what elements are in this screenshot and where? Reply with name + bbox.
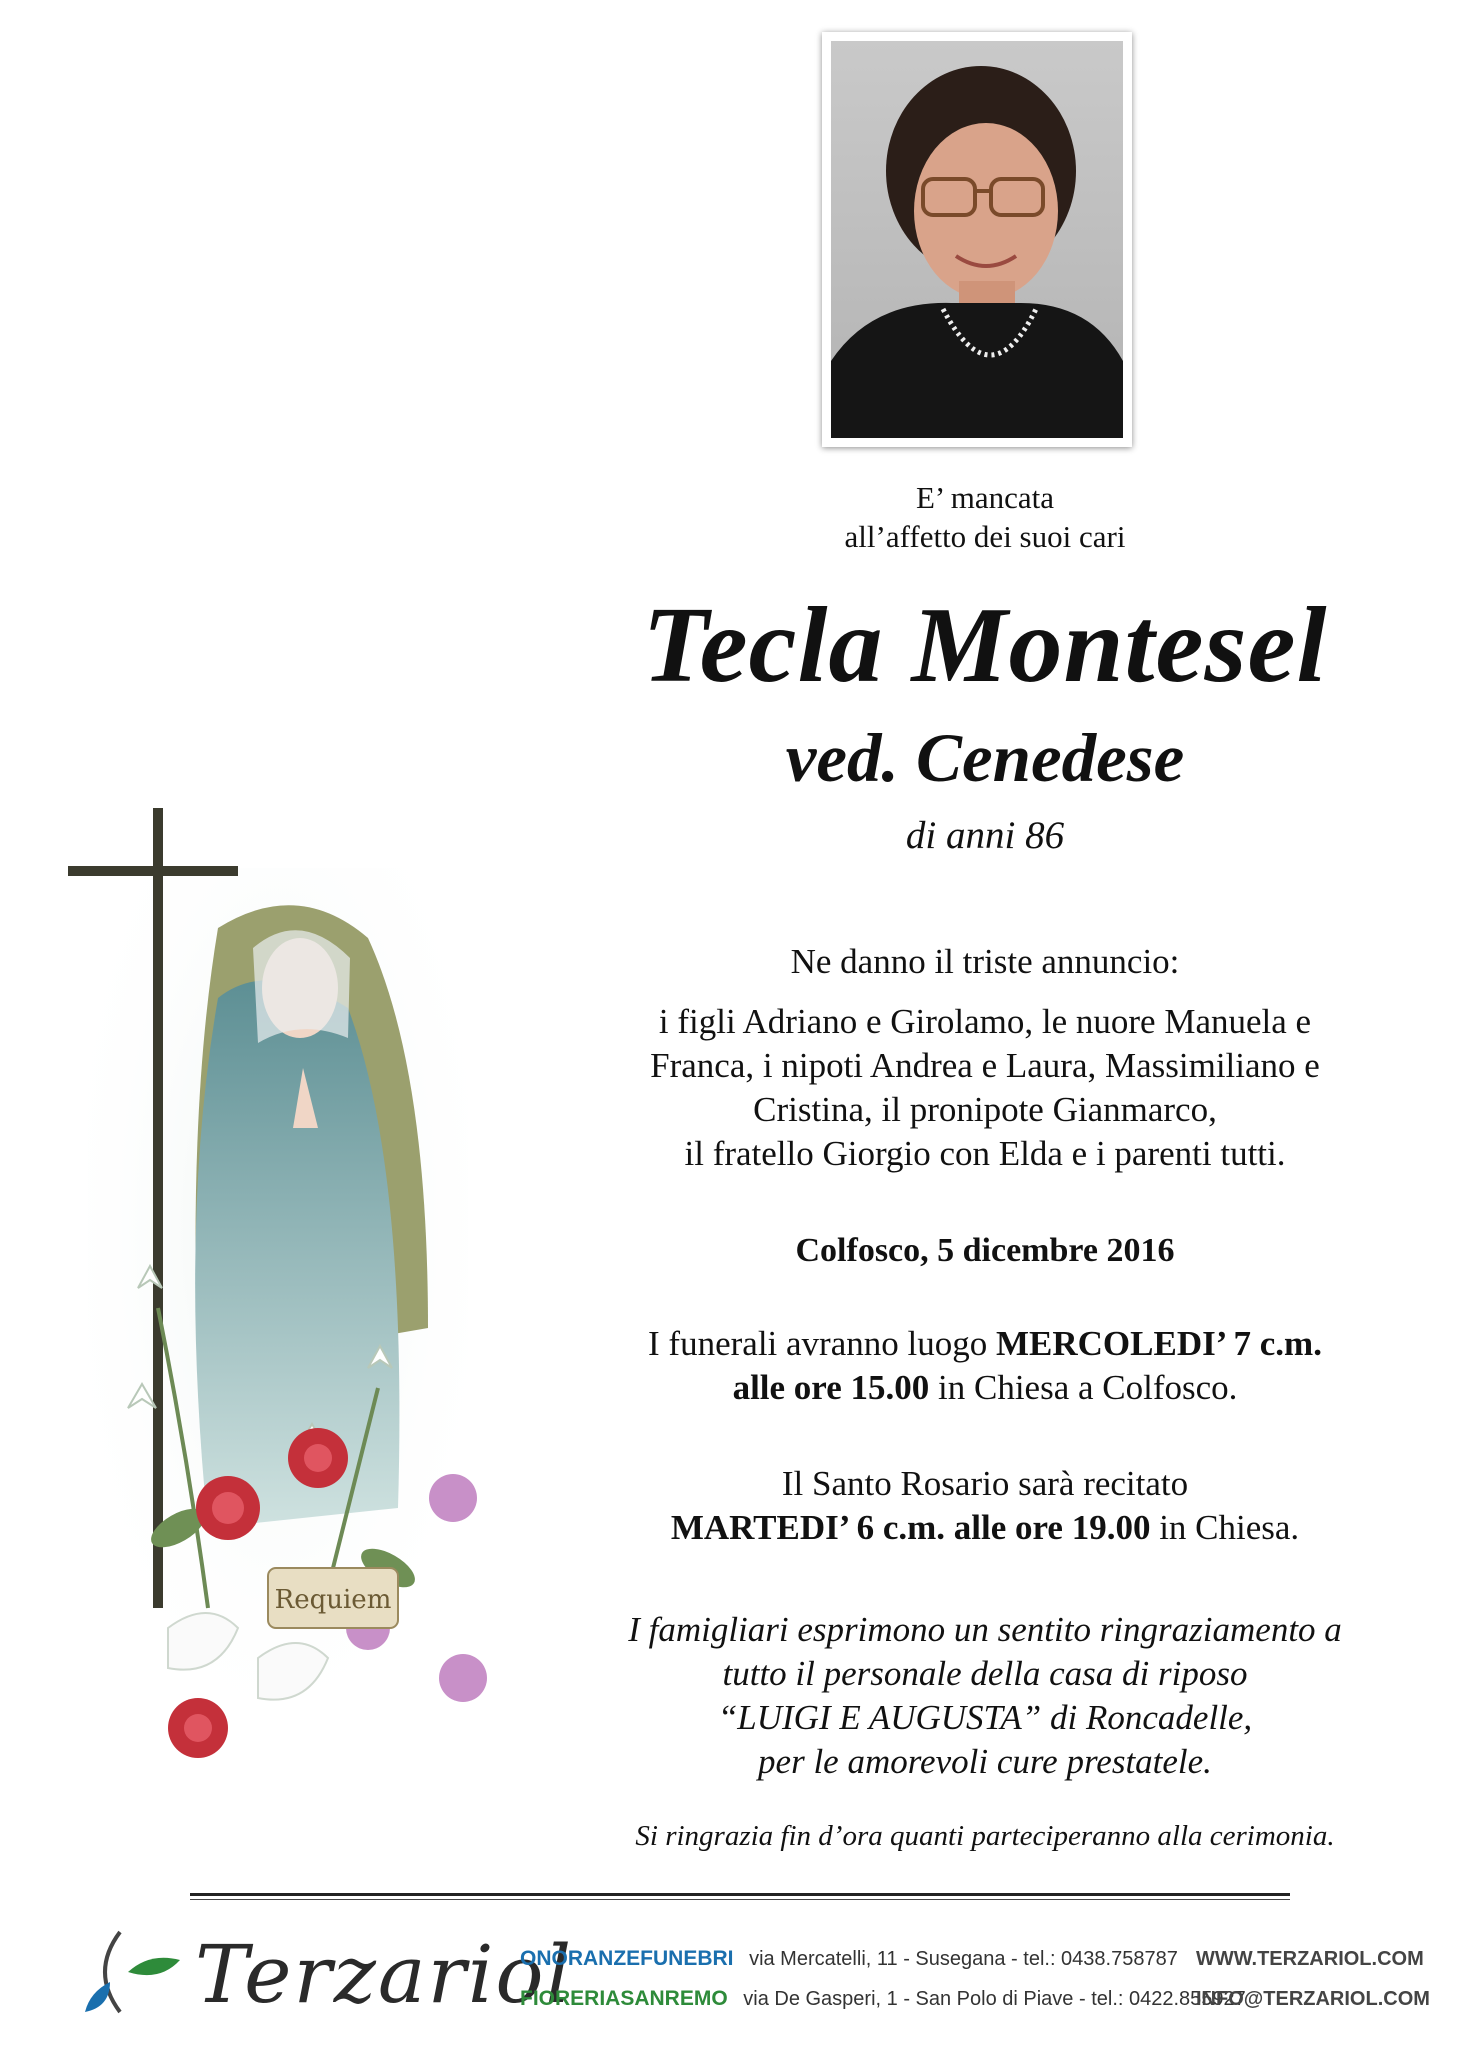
thanks-line: tutto il personale della casa di riposo xyxy=(722,1654,1248,1693)
age: di anni 86 xyxy=(905,814,1065,857)
rosary-post: in Chiesa. xyxy=(1150,1508,1300,1547)
funeral-line-1 xyxy=(540,1322,1430,1366)
funeral-time: alle ore 15.00 xyxy=(732,1368,930,1407)
funeral-post: in Chiesa a Colfosco. xyxy=(929,1368,1238,1407)
thanks-line: per le amorevoli cure prestatele. xyxy=(758,1742,1212,1781)
rose-icon xyxy=(288,1428,348,1488)
brand-onoranze: ONORANZEFUNEBRI xyxy=(520,1947,734,1970)
married-name: ved. Cenedese xyxy=(785,720,1185,796)
brand-fioreria: FIORERIASANREMO xyxy=(520,1987,728,2010)
madonna-illustration xyxy=(68,808,508,1788)
family-line: i figli Adriano e Girolamo, le nuore Manuela e xyxy=(658,1002,1312,1041)
address-san-polo: via De Gasperi, 1 - San Polo di Piave - tel.: 0422.855927 xyxy=(743,1988,1246,2010)
rose-icon xyxy=(196,1476,260,1540)
website-link[interactable]: WWW.TERZARIOL.COM xyxy=(1196,1948,1424,1970)
funeral-day: MERCOLEDI’ 7 c.m. xyxy=(995,1324,1322,1363)
funeral-pre: I funerali avranno luogo xyxy=(648,1324,996,1363)
requiem-banner: Requiem xyxy=(274,1585,392,1615)
rosary-line-1: Il Santo Rosario sarà recitato xyxy=(781,1464,1189,1503)
rosary-info xyxy=(540,1462,1430,1550)
footer-row-fioreria xyxy=(520,1986,1246,2012)
logo-text: Terzariol xyxy=(195,1928,574,2021)
family-line: Franca, i nipoti Andrea e Laura, Massimiliano e xyxy=(650,1046,1320,1085)
address-susegana: via Mercatelli, 11 - Susegana - tel.: 0438.758787 xyxy=(749,1948,1178,1970)
rose-icon xyxy=(168,1698,228,1758)
final-note: Si ringrazia fin d’ora quanti parteciperanno alla cerimonia. xyxy=(635,1820,1335,1852)
footer-row-funeral xyxy=(520,1946,1178,1972)
thanks-line: “LUIGI E AUGUSTA” di Roncadelle, xyxy=(717,1698,1253,1737)
intro-line-1: E’ mancata xyxy=(916,480,1054,515)
announcement-heading: Ne danno il triste annuncio: xyxy=(790,942,1180,981)
funeral-info xyxy=(540,1322,1430,1410)
rosary-bold: MARTEDI’ 6 c.m. alle ore 19.00 xyxy=(670,1508,1151,1547)
deceased-name: Tecla Montesel xyxy=(642,586,1328,705)
footer-divider-thin xyxy=(190,1899,1290,1900)
thanks-text xyxy=(540,1608,1430,1784)
funeral-line-2 xyxy=(540,1366,1430,1410)
intro-line-2: all’affetto dei suoi cari xyxy=(844,519,1126,554)
portrait-image xyxy=(831,41,1123,438)
footer-divider xyxy=(190,1893,1290,1896)
rosary-line-2 xyxy=(540,1506,1430,1550)
portrait-photo xyxy=(822,32,1132,447)
family-line: il fratello Giorgio con Elda e i parenti tutti. xyxy=(684,1134,1286,1173)
thanks-line: I famigliari esprimono un sentito ringraziamento a xyxy=(628,1610,1342,1649)
family-line: Cristina, il pronipote Gianmarco, xyxy=(753,1090,1217,1129)
family-list xyxy=(540,1000,1430,1176)
email-link[interactable]: INFO@TERZARIOL.COM xyxy=(1196,1988,1430,2010)
place-date: Colfosco, 5 dicembre 2016 xyxy=(795,1232,1175,1269)
intro-text xyxy=(540,478,1430,556)
